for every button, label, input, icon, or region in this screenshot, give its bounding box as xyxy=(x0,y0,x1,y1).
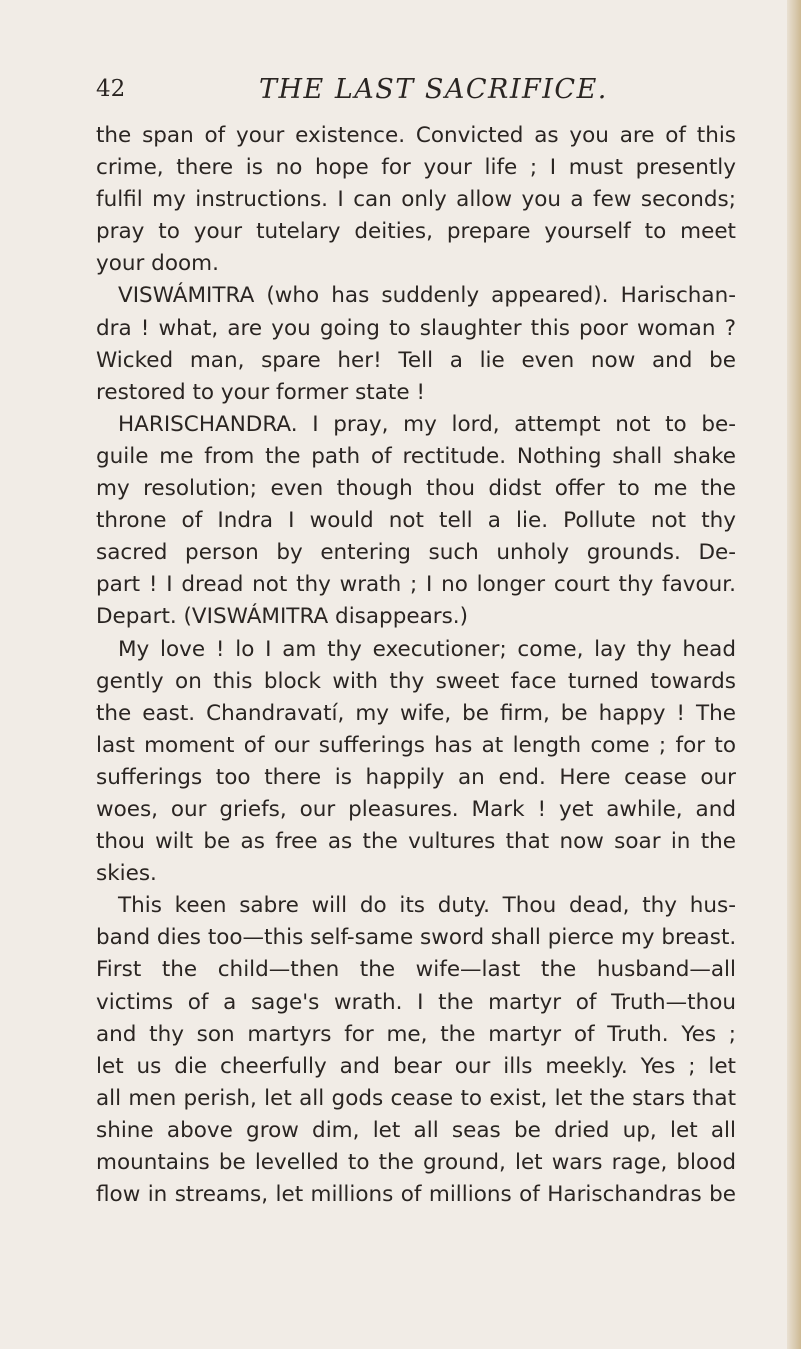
text-line: VISWÁMITRA (who has suddenly appeared). Harischan- xyxy=(118,283,736,309)
text-line: my resolution; even though thou didst offer to me the xyxy=(96,476,736,502)
text-line: My love ! lo I am thy executioner; come, lay thy head xyxy=(118,636,736,662)
text-line: last moment of our sufferings has at length come ; for to xyxy=(96,732,736,758)
running-title: THE LAST SACRIFICE. xyxy=(259,74,608,105)
text-line: pray to your tutelary deities, prepare yourself to meet xyxy=(96,219,736,245)
text-line: victims of a sage's wrath. I the martyr of Truth—thou xyxy=(96,989,736,1015)
text-line: and thy son martyrs for me, the martyr of Truth. Yes ; xyxy=(96,1021,736,1047)
text-line: the span of your existence. Convicted as you are of this xyxy=(96,123,736,148)
text-line: shine above grow dim, let all seas be dried up, let all xyxy=(96,1117,736,1143)
text-line: skies. xyxy=(96,861,157,887)
text-line: sacred person by entering such unholy grounds. De- xyxy=(96,540,736,566)
text-line: Depart. (VISWÁMITRA disappears.) xyxy=(96,604,469,630)
text-line: all men perish, let all gods cease to exist, let the stars that xyxy=(96,1085,736,1111)
text-line: let us die cheerfully and bear our ills meekly. Yes ; let xyxy=(96,1053,736,1079)
text-line: sufferings too there is happily an end. Here cease our xyxy=(96,764,736,790)
text-line: This keen sabre will do its duty. Thou dead, thy hus- xyxy=(118,893,736,919)
page-edge xyxy=(787,0,801,1349)
text-line: thou wilt be as free as the vultures that now soar in the xyxy=(96,829,736,855)
text-line: throne of Indra I would not tell a lie. Pollute not thy xyxy=(96,508,736,534)
text-line: gently on this block with thy sweet face turned towards xyxy=(96,668,736,694)
text-line: fulfil my instructions. I can only allow you a few seconds; xyxy=(96,187,736,213)
text-line: mountains be levelled to the ground, let wars rage, blood xyxy=(96,1150,736,1175)
text-line: your doom. xyxy=(96,251,219,277)
text-line: First the child—then the wife—last the husband—all xyxy=(96,957,736,983)
text-line: HARISCHANDRA. I pray, my lord, attempt not to be- xyxy=(118,411,736,437)
text-line: Wicked man, spare her! Tell a lie even now and be xyxy=(96,347,736,373)
text-line: part ! I dread not thy wrath ; I no longer court thy favour. xyxy=(96,572,736,598)
page-header xyxy=(96,74,736,114)
text-line: flow in streams, let millions of millions of Harischandras be xyxy=(96,1182,736,1208)
page-number: 42 xyxy=(96,76,126,102)
text-line: the east. Chandravatí, my wife, be firm, be happy ! The xyxy=(96,700,736,726)
text-line: dra ! what, are you going to slaughter this poor woman ? xyxy=(96,315,736,341)
text-line: guile me from the path of rectitude. Nothing shall shake xyxy=(96,443,736,469)
text-line: woes, our griefs, our pleasures. Mark ! yet awhile, and xyxy=(96,796,736,822)
text-line: restored to your former state ! xyxy=(96,379,425,405)
text-line: crime, there is no hope for your life ; I must presently xyxy=(96,155,736,181)
text-line: band dies too—this self-same sword shall pierce my breast. xyxy=(96,925,736,951)
body-text xyxy=(96,120,736,1211)
